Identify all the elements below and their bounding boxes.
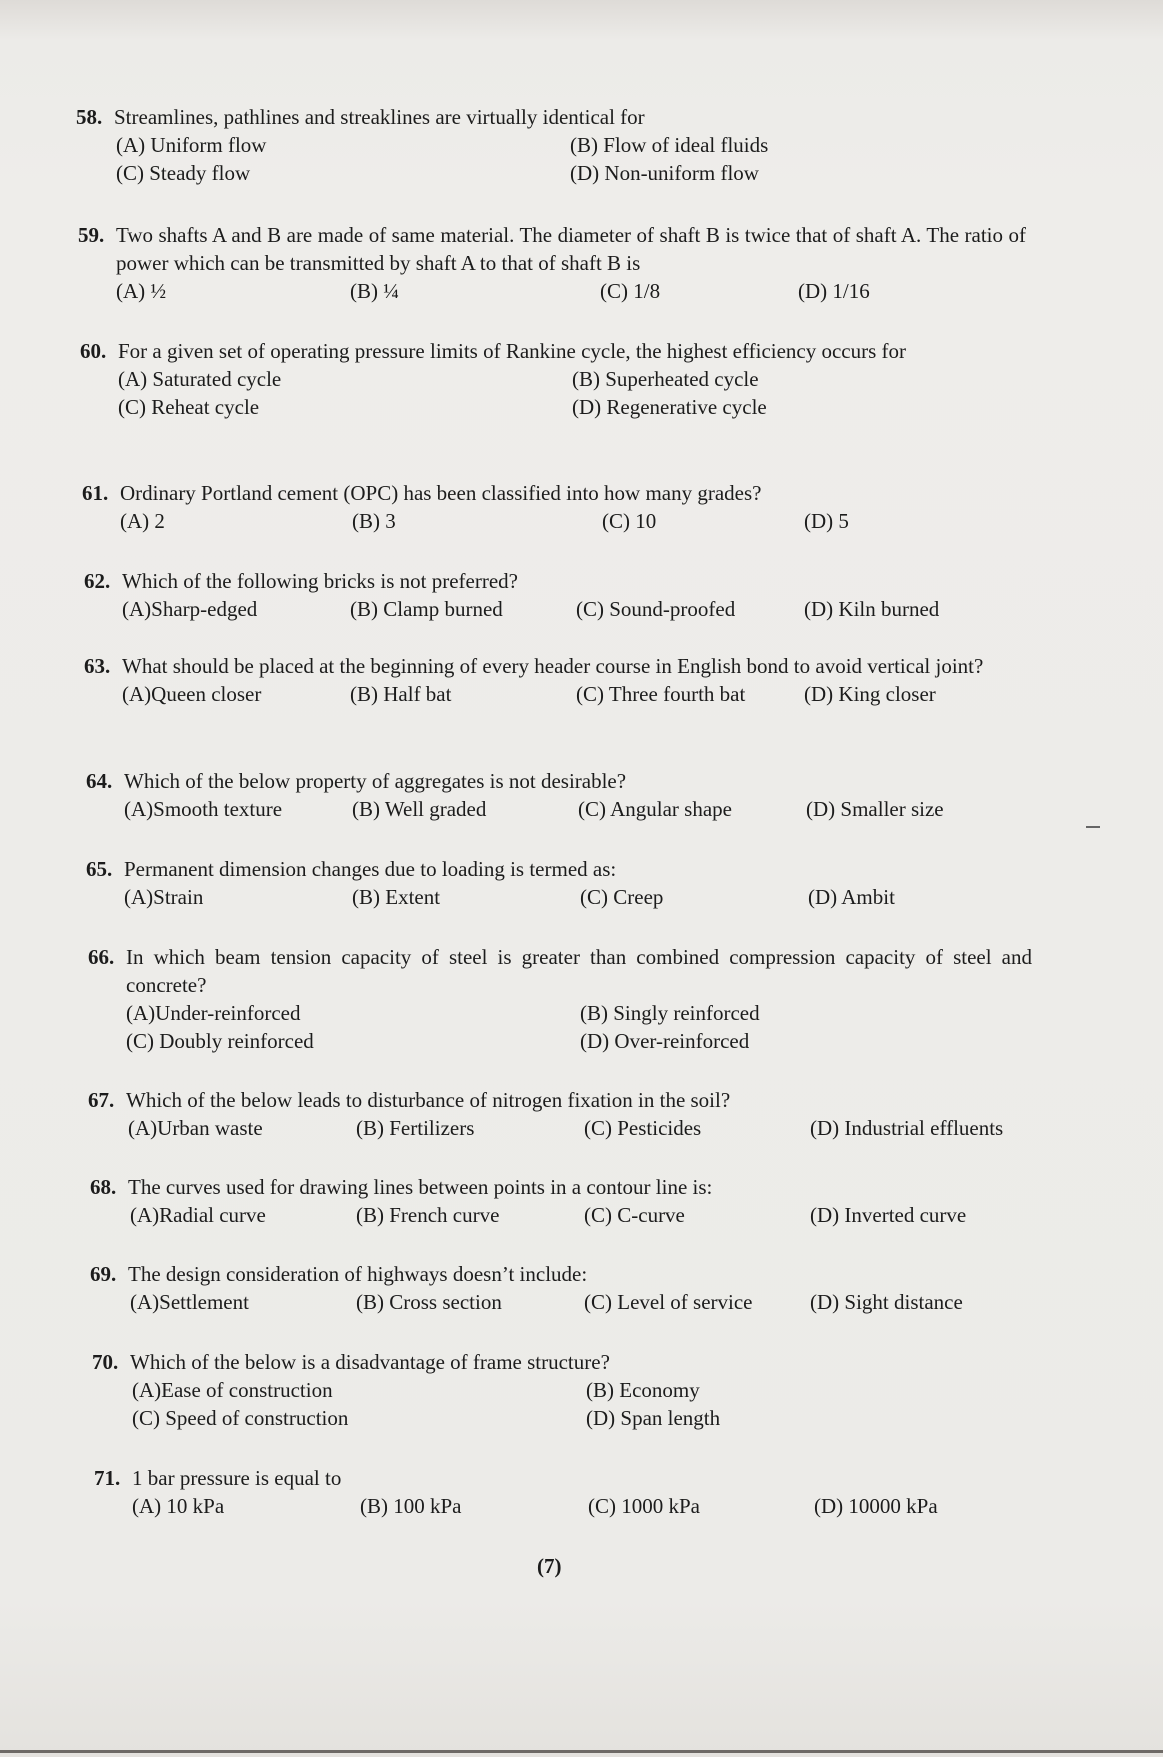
question-59	[78, 221, 1026, 305]
option-a: (A) 2	[120, 509, 165, 533]
question-61	[82, 479, 1026, 535]
question-text: For a given set of operating pressure limits of Rankine cycle, the highest efficiency occurs for	[118, 339, 907, 363]
question-number: 62.	[84, 569, 111, 593]
question-text: What should be placed at the beginning of every header course in English bond to avoid vertical joint?	[122, 654, 984, 678]
option-b: (B) Extent	[352, 885, 441, 909]
question-text: In which beam tension capacity of steel is greater than combined compression capacity of steel and concrete?	[126, 945, 1032, 997]
option-a: (A)Radial curve	[130, 1203, 266, 1227]
question-text: Which of the following bricks is not preferred?	[122, 569, 518, 593]
option-b: (B) Singly reinforced	[580, 1001, 760, 1025]
question-text: 1 bar pressure is equal to	[132, 1466, 342, 1490]
option-c: (C) Sound-proofed	[576, 597, 736, 621]
option-b: (B) Cross section	[356, 1290, 502, 1314]
option-d: (D) 10000 kPa	[814, 1494, 938, 1518]
option-b: (B) Economy	[586, 1378, 700, 1402]
question-64	[86, 767, 1030, 823]
option-d: (D) Ambit	[808, 885, 895, 909]
question-number: 67.	[88, 1088, 115, 1112]
question-text: Permanent dimension changes due to loading is termed as:	[124, 857, 617, 881]
option-c: (C) Steady flow	[116, 161, 251, 185]
question-number: 61.	[82, 481, 109, 505]
question-number: 69.	[90, 1262, 117, 1286]
option-a: (A)Under-reinforced	[126, 1001, 301, 1025]
question-60	[80, 337, 1026, 421]
option-a: (A) Saturated cycle	[118, 367, 282, 391]
option-d: (D) Regenerative cycle	[572, 395, 767, 419]
option-d: (D) Industrial effluents	[810, 1116, 1004, 1140]
option-b: (B) 100 kPa	[360, 1494, 462, 1518]
option-b: (B) Clamp burned	[350, 597, 503, 621]
option-d: (D) 1/16	[798, 279, 870, 303]
option-a: (A)Urban waste	[128, 1116, 263, 1140]
option-a: (A)Ease of construction	[132, 1378, 333, 1402]
question-70	[92, 1348, 1052, 1432]
question-67	[88, 1086, 1052, 1142]
question-text: Which of the below property of aggregates is not desirable?	[124, 769, 627, 793]
option-a: (A) 10 kPa	[132, 1494, 225, 1518]
option-a: (A)Smooth texture	[124, 797, 283, 821]
question-text: The curves used for drawing lines between points in a contour line is:	[128, 1175, 713, 1199]
question-number: 68.	[90, 1175, 117, 1199]
option-d: (D) Over-reinforced	[580, 1029, 750, 1053]
question-65	[86, 855, 1030, 911]
option-d: (D) Non-uniform flow	[570, 161, 759, 185]
option-c: (C) Pesticides	[584, 1116, 702, 1140]
option-b: (B) Fertilizers	[356, 1116, 475, 1140]
option-b: (B) 3	[352, 509, 396, 533]
question-66	[88, 943, 1032, 1055]
question-58	[76, 103, 1026, 187]
page-number: (7)	[537, 1554, 562, 1578]
question-number: 65.	[86, 857, 113, 881]
question-number: 64.	[86, 769, 113, 793]
option-c: (C) Reheat cycle	[118, 395, 260, 419]
question-text: The design consideration of highways doesn’t include:	[128, 1262, 588, 1286]
option-c: (C) 1000 kPa	[588, 1494, 700, 1518]
question-text: Streamlines, pathlines and streaklines are virtually identical for	[114, 105, 645, 129]
option-c: (C) Speed of construction	[132, 1406, 349, 1430]
option-b: (B) French curve	[356, 1203, 500, 1227]
option-b: (B) Flow of ideal fluids	[570, 133, 769, 157]
option-a: (A)Sharp-edged	[122, 597, 258, 621]
option-d: (D) Kiln burned	[804, 597, 940, 621]
option-d: (D) 5	[804, 509, 849, 533]
question-62	[84, 567, 1028, 623]
question-number: 66.	[88, 945, 115, 969]
scan-mark	[1086, 826, 1100, 828]
option-a: (A)Queen closer	[122, 682, 262, 706]
question-number: 63.	[84, 654, 111, 678]
option-b: (B) Well graded	[352, 797, 487, 821]
option-c: (C) C-curve	[584, 1203, 685, 1227]
page-bottom-edge	[0, 1750, 1163, 1753]
question-68	[90, 1173, 1052, 1229]
option-a: (A) ½	[116, 279, 167, 303]
option-a: (A) Uniform flow	[116, 133, 267, 157]
option-c: (C) Doubly reinforced	[126, 1029, 314, 1053]
option-a: (A)Settlement	[130, 1290, 249, 1314]
question-number: 59.	[78, 223, 105, 247]
option-c: (C) 1/8	[600, 279, 661, 303]
question-63	[84, 652, 1028, 708]
option-b: (B) Superheated cycle	[572, 367, 759, 391]
question-number: 58.	[76, 105, 103, 129]
question-text: Which of the below is a disadvantage of frame structure?	[130, 1350, 610, 1374]
question-text: Ordinary Portland cement (OPC) has been classified into how many grades?	[120, 481, 762, 505]
option-c: (C) 10	[602, 509, 657, 533]
option-d: (D) Inverted curve	[810, 1203, 967, 1227]
option-b: (B) Half bat	[350, 682, 452, 706]
question-number: 60.	[80, 339, 107, 363]
option-c: (C) Angular shape	[578, 797, 732, 821]
question-text: Two shafts A and B are made of same material. The diameter of shaft B is twice that of shaft A. The ratio of power which can be transmitted by shaft A to that of shaft B is	[116, 223, 1026, 275]
question-text: Which of the below leads to disturbance of nitrogen fixation in the soil?	[126, 1088, 731, 1112]
option-d: (D) Span length	[586, 1406, 721, 1430]
option-c: (C) Level of service	[584, 1290, 753, 1314]
option-d: (D) Smaller size	[806, 797, 944, 821]
question-number: 71.	[94, 1466, 121, 1490]
option-c: (C) Creep	[580, 885, 664, 909]
option-d: (D) King closer	[804, 682, 936, 706]
question-71	[94, 1464, 1052, 1520]
option-b: (B) ¼	[350, 279, 399, 303]
question-69	[90, 1260, 1052, 1316]
option-d: (D) Sight distance	[810, 1290, 963, 1314]
question-number: 70.	[92, 1350, 119, 1374]
option-c: (C) Three fourth bat	[576, 682, 746, 706]
option-a: (A)Strain	[124, 885, 204, 909]
